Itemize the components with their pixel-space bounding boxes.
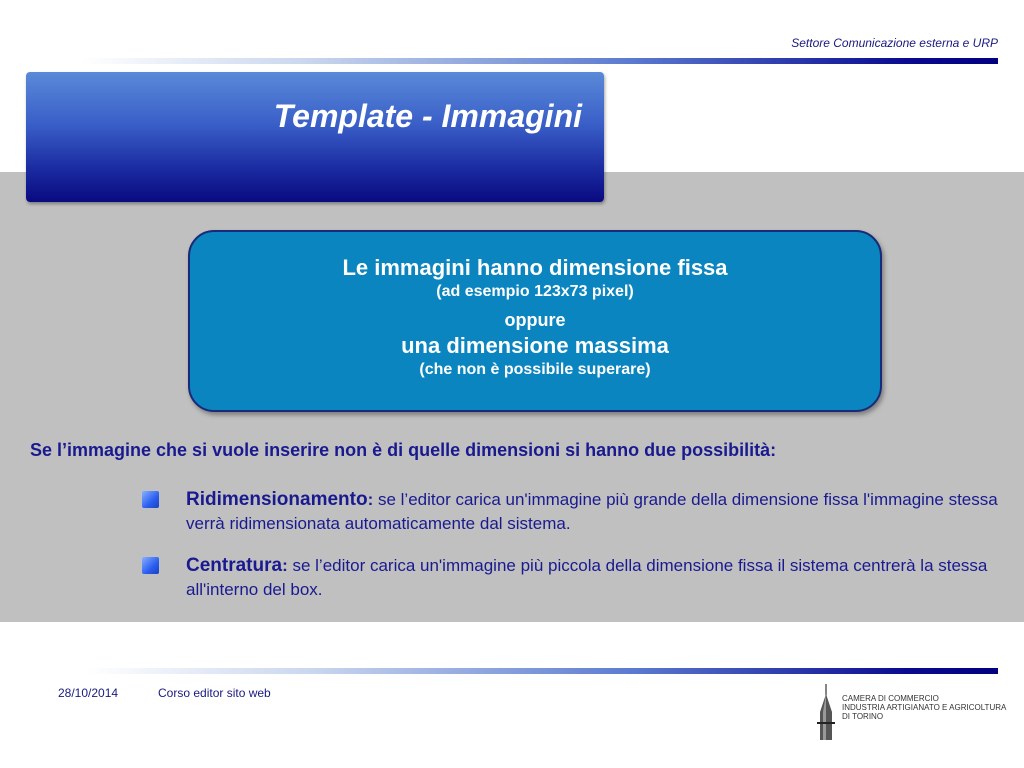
mole-antonelliana-icon — [812, 682, 840, 742]
bullet-term: Ridimensionamento — [186, 489, 368, 510]
logo-line-3: DI TORINO — [842, 712, 884, 721]
callout-line-3: oppure — [504, 310, 566, 330]
callout-line-2: (ad esempio 123x73 pixel) — [436, 283, 634, 300]
bullet-item-resize — [142, 488, 1002, 536]
slide-title: Template - Immagini — [273, 98, 582, 134]
square-bullet-icon — [142, 491, 159, 508]
bullet-term: Centratura — [186, 555, 283, 576]
callout-line-1: Le immagini hanno dimensione fissa — [342, 255, 728, 280]
callout-line-5: (che non è possibile superare) — [419, 361, 651, 378]
title-box — [26, 72, 604, 202]
bullet-text: se l’editor carica un'immagine più piccola della dimensione fissa il sistema centrerà la stessa all'interno del box. — [186, 556, 988, 599]
square-bullet-icon — [142, 557, 159, 574]
chamber-logo — [812, 682, 1012, 742]
bullet-colon: : — [367, 490, 374, 509]
bullet-colon: : — [282, 556, 288, 575]
info-callout — [188, 230, 882, 412]
header-org-label: Settore Comunicazione esterna e URP — [791, 36, 998, 50]
callout-line-4: una dimensione massima — [401, 333, 669, 358]
top-divider — [80, 58, 998, 64]
logo-line-2: INDUSTRIA ARTIGIANATO E AGRICOLTURA — [842, 703, 1007, 712]
logo-line-1: CAMERA DI COMMERCIO — [842, 694, 939, 703]
footer-course: Corso editor sito web — [158, 686, 271, 700]
bullet-item-center — [142, 554, 1002, 602]
intro-text: Se l’immagine che si vuole inserire non è di quelle dimensioni si hanno due possibilità: — [30, 440, 777, 460]
footer-date: 28/10/2014 — [58, 686, 119, 700]
logo-caption — [842, 694, 1012, 721]
bottom-divider — [86, 668, 998, 674]
bullet-text: se l’editor carica un'immagine più grande della dimensione fissa l'immagine stessa verrà ridimensionata automaticamente dal sistema. — [186, 490, 998, 533]
